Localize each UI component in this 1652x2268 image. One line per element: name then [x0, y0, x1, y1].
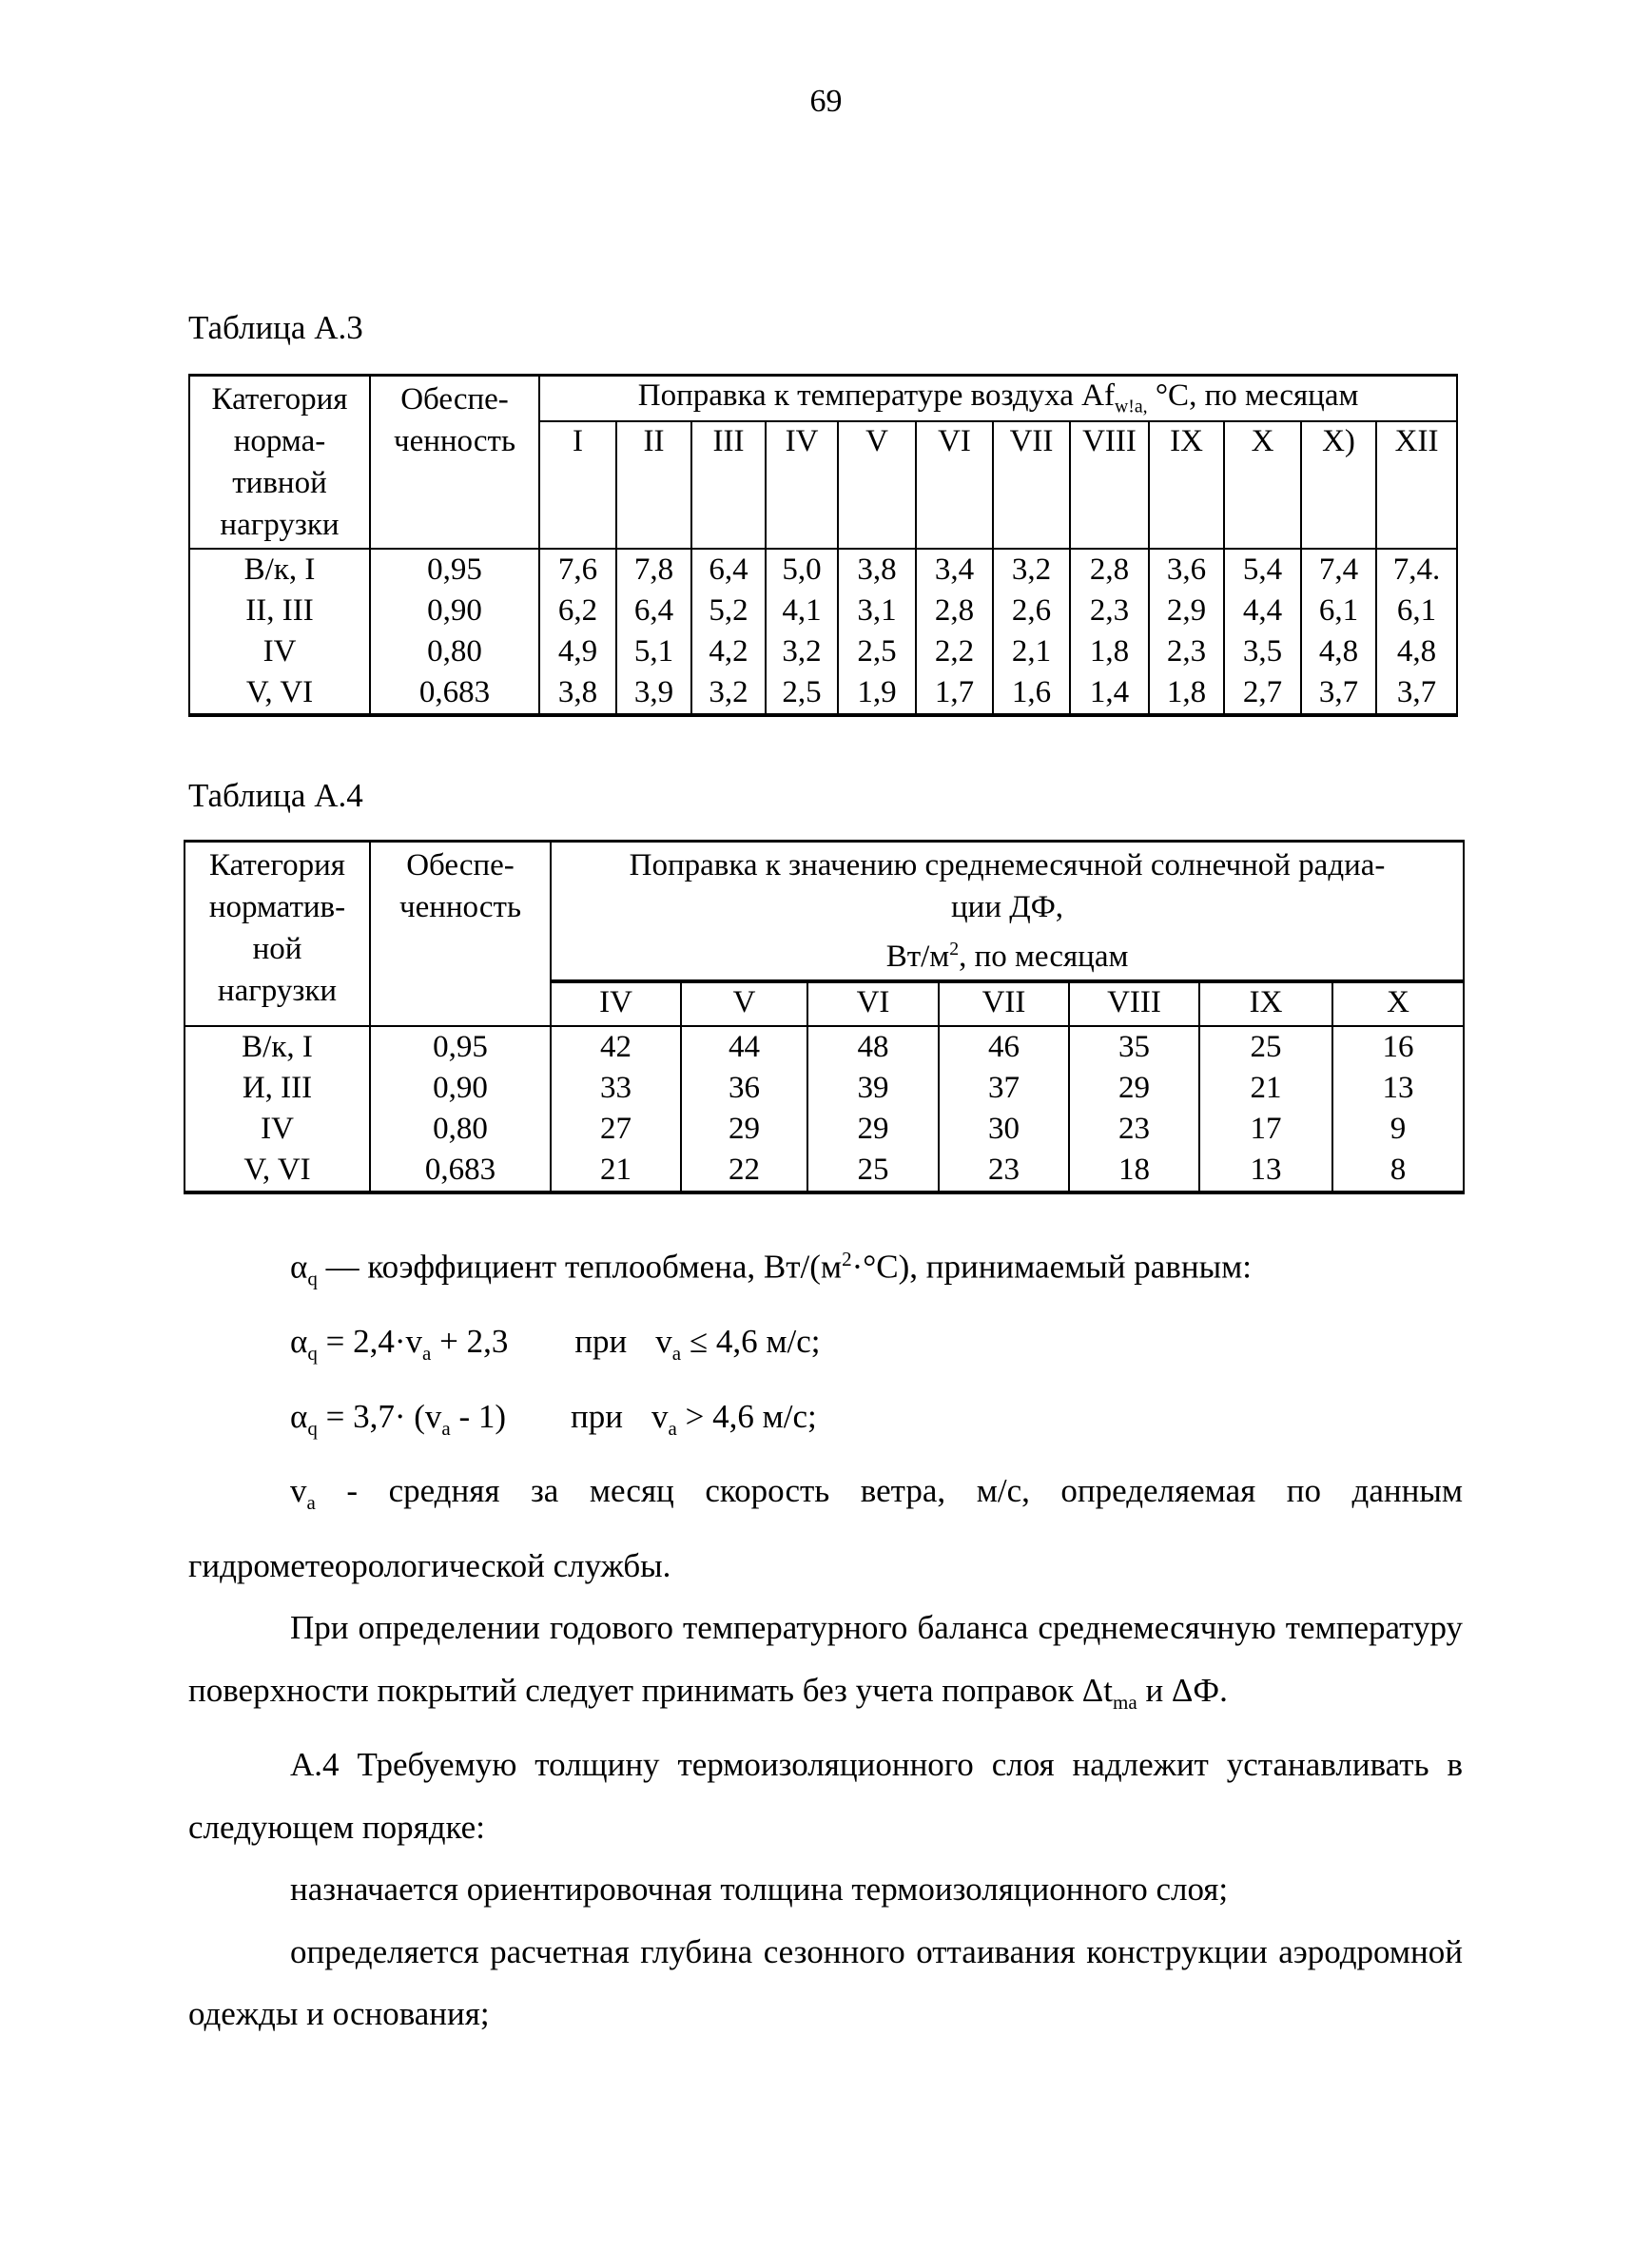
value-cell: 13	[1332, 1068, 1464, 1109]
table-a4-label: Таблица А.4	[188, 777, 363, 814]
value-cell: 2,8	[1070, 549, 1149, 591]
list-item: назначается ориентировочная толщина термоизоляционного слоя;	[290, 1871, 1229, 1909]
value-cell: 21	[551, 1150, 681, 1192]
table-a4	[184, 840, 1465, 1194]
value-cell: 1,8	[1070, 631, 1149, 672]
month-header: X	[1332, 981, 1464, 1026]
value-cell: 1,7	[916, 672, 993, 715]
value-cell: 7,4	[1301, 549, 1376, 591]
value-cell: 4,8	[1376, 631, 1457, 672]
value-cell: 6,1	[1301, 591, 1376, 631]
month-header: VII	[939, 981, 1069, 1026]
value-cell: 2,2	[916, 631, 993, 672]
value-cell: 3,2	[691, 672, 766, 715]
table-row	[189, 591, 1457, 631]
provision-cell: 0,683	[370, 672, 539, 715]
value-cell: 3,1	[838, 591, 916, 631]
value-cell: 3,5	[1224, 631, 1301, 672]
value-cell: 4,9	[539, 631, 616, 672]
value-cell: 5,0	[766, 549, 838, 591]
header-provision: Обеспе- ченность	[370, 376, 539, 550]
month-header: IX	[1199, 981, 1332, 1026]
month-header: V	[681, 981, 807, 1026]
value-cell: 1,6	[993, 672, 1070, 715]
month-header: VI	[916, 421, 993, 549]
category-cell: В/к, I	[185, 1026, 370, 1068]
value-cell: 6,4	[691, 549, 766, 591]
alpha-definition: $\alpha_q$ — коэффициент теплообмена, $Вт/(м^2\cdot^\circ С)$, принимаемый равным:	[290, 1248, 1252, 1290]
month-header: IV	[551, 981, 681, 1026]
value-cell: 7,4.	[1376, 549, 1457, 591]
value-cell: 3,9	[616, 672, 691, 715]
value-cell: 36	[681, 1068, 807, 1109]
value-cell: 7,6	[539, 549, 616, 591]
provision-cell: 0,80	[370, 631, 539, 672]
body-text	[188, 1229, 1463, 2045]
header-category: Категория норматив- ной нагрузки	[185, 842, 370, 1027]
value-cell: 2,5	[838, 631, 916, 672]
value-cell: 2,8	[916, 591, 993, 631]
value-cell: 1,8	[1149, 672, 1224, 715]
provision-cell: 0,80	[370, 1109, 551, 1150]
provision-cell: 0,95	[370, 1026, 551, 1068]
category-cell: IV	[189, 631, 370, 672]
value-cell: 3,6	[1149, 549, 1224, 591]
provision-cell: 0,683	[370, 1150, 551, 1192]
month-header: V	[838, 421, 916, 549]
provision-cell: 0,90	[370, 1068, 551, 1109]
category-cell: IV	[185, 1109, 370, 1150]
category-cell: V, VI	[189, 672, 370, 715]
value-cell: 6,2	[539, 591, 616, 631]
value-cell: 29	[807, 1109, 939, 1150]
value-cell: 18	[1069, 1150, 1199, 1192]
category-cell: II, III	[189, 591, 370, 631]
value-cell: 3,7	[1376, 672, 1457, 715]
value-cell: 29	[1069, 1068, 1199, 1109]
value-cell: 4,4	[1224, 591, 1301, 631]
value-cell: 23	[939, 1150, 1069, 1192]
value-cell: 42	[551, 1026, 681, 1068]
value-cell: 3,2	[993, 549, 1070, 591]
value-cell: 1,4	[1070, 672, 1149, 715]
month-header: IV	[766, 421, 838, 549]
table-a3-label: Таблица А.3	[188, 309, 363, 346]
value-cell: 22	[681, 1150, 807, 1192]
value-cell: 2,6	[993, 591, 1070, 631]
value-cell: 33	[551, 1068, 681, 1109]
value-cell: 2,1	[993, 631, 1070, 672]
paragraph-a4: А.4 Требуемую толщину термоизоляционного слоя надлежит устанавливать в следующем порядке:	[188, 1746, 1463, 1846]
table-row	[189, 672, 1457, 715]
value-cell: 2,5	[766, 672, 838, 715]
header-correction: Поправка к температуре воздуха $Af_{w!a,}$ °C, по месяцам	[539, 376, 1457, 421]
header-provision: Обеспе- ченность	[370, 842, 551, 1027]
value-cell: 17	[1199, 1109, 1332, 1150]
value-cell: 4,2	[691, 631, 766, 672]
value-cell: 2,3	[1149, 631, 1224, 672]
value-cell: 1,9	[838, 672, 916, 715]
month-header: III	[691, 421, 766, 549]
value-cell: 6,1	[1376, 591, 1457, 631]
value-cell: 5,2	[691, 591, 766, 631]
provision-cell: 0,90	[370, 591, 539, 631]
value-cell: 3,8	[539, 672, 616, 715]
value-cell: 3,7	[1301, 672, 1376, 715]
value-cell: 21	[1199, 1068, 1332, 1109]
table-row	[185, 1150, 1464, 1192]
value-cell: 4,1	[766, 591, 838, 631]
table-row	[185, 1109, 1464, 1150]
value-cell: 4,8	[1301, 631, 1376, 672]
list-item: определяется расчетная глубина сезонного оттаивания конструкции аэродромной одежды и основания;	[188, 1932, 1463, 2033]
value-cell: 39	[807, 1068, 939, 1109]
value-cell: 7,8	[616, 549, 691, 591]
formula-2: $\alpha_q = 3,7\cdot (v_a - 1)$ при $v_a > 4,6$ м/с;	[290, 1397, 817, 1440]
table-a3	[188, 374, 1458, 717]
value-cell: 29	[681, 1109, 807, 1150]
header-correction: Поправка к значению среднемесячной солнечной радиа- ции ДФ, $Вт/м^2$, по месяцам	[551, 842, 1464, 982]
value-cell: 2,7	[1224, 672, 1301, 715]
formula-1: $\alpha_q = 2,4\cdot v_a + 2,3$ при $v_a \le 4,6$ м/с;	[290, 1323, 821, 1366]
value-cell: 8	[1332, 1150, 1464, 1192]
value-cell: 37	[939, 1068, 1069, 1109]
value-cell: 44	[681, 1026, 807, 1068]
category-cell: И, III	[185, 1068, 370, 1109]
paragraph-balance: При определении годового температурного баланса среднемесячную температуру поверхности покрытий следует принимать без учета поправок $\Delta t_{ma}$ и ΔФ.	[188, 1609, 1463, 1714]
value-cell: 35	[1069, 1026, 1199, 1068]
page-number: 69	[809, 84, 843, 119]
table-row	[189, 549, 1457, 591]
category-cell: V, VI	[185, 1150, 370, 1192]
month-header: VIII	[1069, 981, 1199, 1026]
month-header: VII	[993, 421, 1070, 549]
month-header: II	[616, 421, 691, 549]
va-definition: $v_a$ - средняя за месяц скорость ветра, м/с, определяемая по данным гидрометеорологической службы.	[188, 1472, 1463, 1584]
value-cell: 2,3	[1070, 591, 1149, 631]
value-cell: 3,8	[838, 549, 916, 591]
value-cell: 46	[939, 1026, 1069, 1068]
month-header: VIII	[1070, 421, 1149, 549]
value-cell: 2,9	[1149, 591, 1224, 631]
month-header: I	[539, 421, 616, 549]
value-cell: 25	[807, 1150, 939, 1192]
month-header: IX	[1149, 421, 1224, 549]
value-cell: 3,4	[916, 549, 993, 591]
provision-cell: 0,95	[370, 549, 539, 591]
value-cell: 25	[1199, 1026, 1332, 1068]
header-category: Категория норма- тивной нагрузки	[189, 376, 370, 550]
value-cell: 6,4	[616, 591, 691, 631]
table-row	[185, 1026, 1464, 1068]
month-header: X	[1224, 421, 1301, 549]
value-cell: 27	[551, 1109, 681, 1150]
value-cell: 3,2	[766, 631, 838, 672]
table-row	[185, 1068, 1464, 1109]
value-cell: 16	[1332, 1026, 1464, 1068]
value-cell: 30	[939, 1109, 1069, 1150]
month-header: XII	[1376, 421, 1457, 549]
value-cell: 23	[1069, 1109, 1199, 1150]
value-cell: 9	[1332, 1109, 1464, 1150]
value-cell: 5,1	[616, 631, 691, 672]
category-cell: В/к, I	[189, 549, 370, 591]
value-cell: 13	[1199, 1150, 1332, 1192]
value-cell: 48	[807, 1026, 939, 1068]
value-cell: 5,4	[1224, 549, 1301, 591]
table-row	[189, 631, 1457, 672]
month-header: X)	[1301, 421, 1376, 549]
month-header: VI	[807, 981, 939, 1026]
